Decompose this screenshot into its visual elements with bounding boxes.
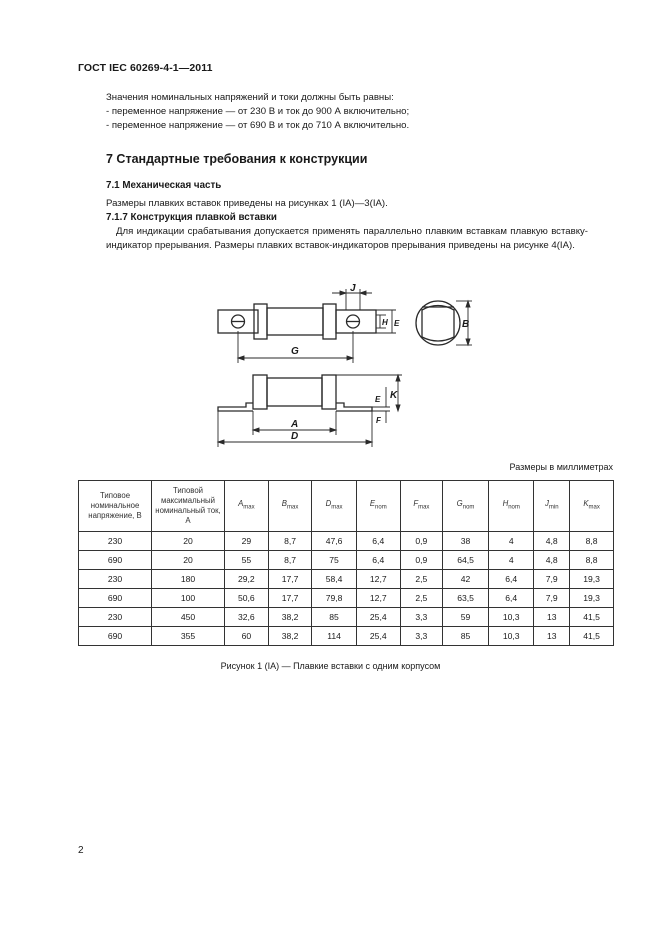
dimensions-table (78, 480, 614, 646)
table-cell: 19,3 (570, 570, 614, 589)
table-row (79, 627, 614, 646)
table-cell: 8,7 (268, 532, 312, 551)
page-number: 2 (78, 845, 84, 856)
document-header: ГОСТ IEC 60269-4-1—2011 (78, 62, 213, 74)
header-k-max: $K_{max}$ (570, 481, 614, 532)
table-cell: 690 (79, 627, 152, 646)
table-cell: 59 (442, 608, 488, 627)
table-cell: 55 (225, 551, 269, 570)
table-row (79, 589, 614, 608)
table-cell: 6,4 (356, 551, 400, 570)
table-cell: 8,8 (570, 551, 614, 570)
side-right-tag (336, 403, 372, 411)
table-cell: 20 (152, 551, 225, 570)
intro-line-2: - переменное напряжение — от 230 В и ток до 900 А включительно; (106, 106, 410, 117)
section-7-1-7-text (106, 225, 588, 253)
table-cell: 114 (312, 627, 356, 646)
table-cell: 19,3 (570, 589, 614, 608)
top-right-cap (323, 304, 336, 339)
table-cell: 13 (534, 608, 570, 627)
header-g-nom: $G_{nom}$ (442, 481, 488, 532)
label-d: D (291, 431, 299, 442)
table-cell: 17,7 (268, 589, 312, 608)
label-a: A (291, 419, 299, 430)
label-g: G (291, 346, 299, 357)
table-cell: 85 (442, 627, 488, 646)
header-e-nom: $E_{nom}$ (356, 481, 400, 532)
table-cell: 75 (312, 551, 356, 570)
table-cell: 230 (79, 608, 152, 627)
table-cell: 12,7 (356, 570, 400, 589)
table-cell: 180 (152, 570, 225, 589)
table-cell: 50,6 (225, 589, 269, 608)
table-cell: 2,5 (400, 570, 442, 589)
table-cell: 7,9 (534, 589, 570, 608)
label-k: K (390, 390, 398, 401)
section-7-heading: 7 Стандартные требования к конструкции (106, 152, 368, 166)
table-cell: 3,3 (400, 608, 442, 627)
table-cell: 38,2 (268, 627, 312, 646)
table-cell: 13 (534, 627, 570, 646)
label-f: F (376, 416, 381, 425)
table-cell: 7,9 (534, 570, 570, 589)
table-cell: 10,3 (489, 608, 534, 627)
header-f-max: $F_{max}$ (400, 481, 442, 532)
label-b: B (462, 319, 470, 330)
table-cell: 4 (489, 532, 534, 551)
table-row (79, 532, 614, 551)
table-cell: 63,5 (442, 589, 488, 608)
table-cell: 25,4 (356, 608, 400, 627)
side-body (267, 378, 322, 406)
table-cell: 8,8 (570, 532, 614, 551)
header-current: Типовой максимальный номинальный ток, А (152, 481, 225, 532)
units-note: Размеры в миллиметрах (509, 462, 613, 472)
table-row (79, 551, 614, 570)
header-a-max: $A_{max}$ (225, 481, 269, 532)
table-cell: 230 (79, 532, 152, 551)
table-cell: 6,4 (489, 589, 534, 608)
table-cell: 6,4 (356, 532, 400, 551)
label-e-top: E (394, 319, 400, 328)
table-cell: 25,4 (356, 627, 400, 646)
table-cell: 47,6 (312, 532, 356, 551)
figure-caption: Рисунок 1 (IA) — Плавкие вставки с одним корпусом (220, 661, 441, 671)
table-cell: 38 (442, 532, 488, 551)
table-cell: 60 (225, 627, 269, 646)
label-j: J (350, 283, 356, 294)
side-right-cap (322, 375, 336, 409)
header-j-min: $J_{min}$ (534, 481, 570, 532)
table-header-row (79, 481, 614, 532)
header-h-nom: $H_{nom}$ (489, 481, 534, 532)
end-view-tag (422, 306, 454, 342)
fuse-drawing (200, 283, 490, 453)
table-cell: 29 (225, 532, 269, 551)
table-cell: 41,5 (570, 608, 614, 627)
intro-line-3: - переменное напряжение — от 690 В и ток до 710 А включительно. (106, 120, 410, 131)
side-left-tag (218, 403, 253, 411)
table-cell: 12,7 (356, 589, 400, 608)
header-b-max: $B_{max}$ (268, 481, 312, 532)
label-h: H (382, 318, 388, 327)
table-cell: 0,9 (400, 532, 442, 551)
table-cell: 3,3 (400, 627, 442, 646)
table-row (79, 608, 614, 627)
table-cell: 32,6 (225, 608, 269, 627)
table-cell: 2,5 (400, 589, 442, 608)
table-cell: 100 (152, 589, 225, 608)
intro-line-1: Значения номинальных напряжений и токи должны быть равны: (106, 92, 394, 103)
side-left-cap (253, 375, 267, 409)
section-7-1-7-heading: 7.1.7 Конструкция плавкой вставки (106, 212, 277, 223)
section-7-1-text: Размеры плавких вставок приведены на рисунках 1 (IA)—3(IA). (106, 198, 388, 209)
table-cell: 230 (79, 570, 152, 589)
table-cell: 38,2 (268, 608, 312, 627)
table-cell: 20 (152, 532, 225, 551)
table-cell: 10,3 (489, 627, 534, 646)
table-cell: 450 (152, 608, 225, 627)
table-row (79, 570, 614, 589)
table-cell: 42 (442, 570, 488, 589)
table-body (79, 532, 614, 646)
header-voltage: Типовое номинальное напряжение, В (79, 481, 152, 532)
header-d-max: $D_{max}$ (312, 481, 356, 532)
table-cell: 0,9 (400, 551, 442, 570)
top-body (267, 308, 323, 335)
table-cell: 29,2 (225, 570, 269, 589)
table-cell: 690 (79, 589, 152, 608)
table-cell: 4,8 (534, 532, 570, 551)
table-cell: 4 (489, 551, 534, 570)
table-cell: 355 (152, 627, 225, 646)
table-cell: 8,7 (268, 551, 312, 570)
label-e-side: E (375, 395, 381, 404)
section-7-1-heading: 7.1 Механическая часть (106, 180, 222, 191)
table-cell: 79,8 (312, 589, 356, 608)
table-cell: 41,5 (570, 627, 614, 646)
table-cell: 17,7 (268, 570, 312, 589)
table-cell: 64,5 (442, 551, 488, 570)
top-left-cap (254, 304, 267, 339)
table-cell: 58,4 (312, 570, 356, 589)
table-cell: 690 (79, 551, 152, 570)
section-7-1-7-body: Для индикации срабатывания допускается применять параллельно плавким вставкам плавкую вставку-индикатор прерывания. Размеры плавких вставок-индикаторов прерывания приведены на рисунке 4(IA). (106, 226, 588, 251)
table-cell: 85 (312, 608, 356, 627)
table-cell: 4,8 (534, 551, 570, 570)
table-cell: 6,4 (489, 570, 534, 589)
